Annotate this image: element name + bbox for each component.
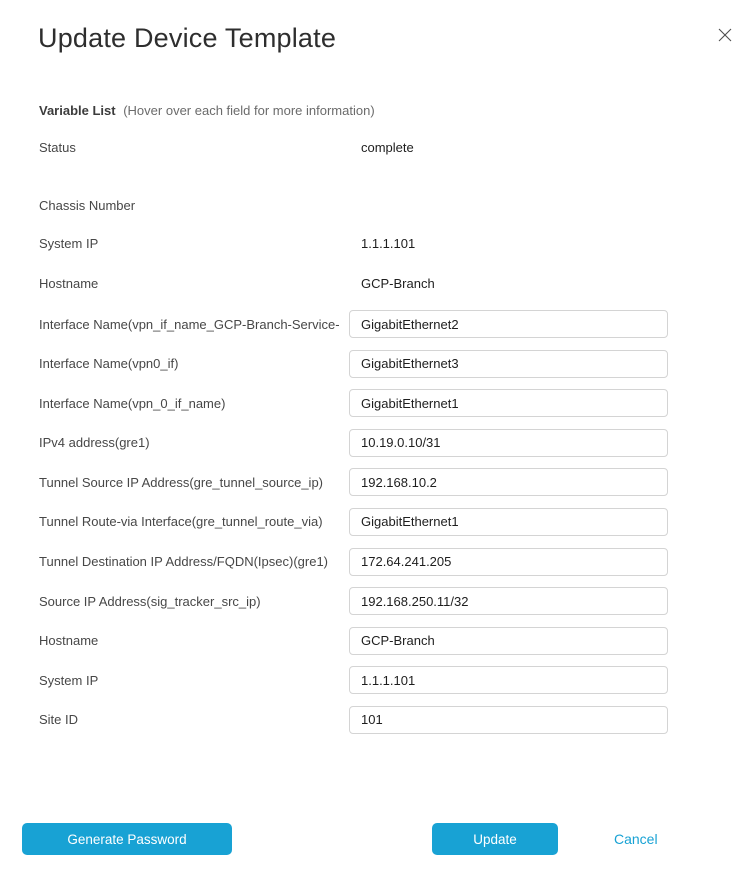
variable-label: Source IP Address(sig_tracker_src_ip)	[39, 593, 261, 609]
x-close-glyph	[718, 28, 732, 42]
variable-value: 1.1.1.101	[361, 236, 416, 251]
variable-list-header	[39, 103, 752, 119]
variable-list-hint: (Hover over each field for more information)	[123, 103, 375, 118]
variable-label: Tunnel Source IP Address(gre_tunnel_source_ip)	[39, 474, 324, 490]
variable-label: Hostname	[39, 276, 99, 291]
variable-row-input	[39, 389, 752, 417]
variable-list-title: Variable List	[39, 103, 116, 118]
close-icon[interactable]	[717, 27, 733, 43]
variable-input[interactable]	[349, 468, 668, 496]
variable-input[interactable]	[349, 508, 668, 536]
variable-row-input	[39, 429, 752, 457]
variable-label: Interface Name(vpn_0_if_name)	[39, 395, 226, 411]
variable-input[interactable]	[349, 666, 668, 694]
variable-row-input	[39, 350, 752, 378]
variable-value: GCP-Branch	[361, 276, 435, 291]
variable-row-input	[39, 587, 752, 615]
variable-label: IPv4 address(gre1)	[39, 435, 150, 451]
variable-row-input	[39, 627, 752, 655]
variable-row-input	[39, 548, 752, 576]
variable-input[interactable]	[349, 587, 668, 615]
variable-input[interactable]	[349, 350, 668, 378]
variable-row-static	[39, 236, 752, 251]
variable-input[interactable]	[349, 548, 668, 576]
variable-label: Tunnel Route-via Interface(gre_tunnel_route_via)	[39, 514, 323, 530]
variable-label: Chassis Number	[39, 198, 136, 213]
input-rows-container	[39, 310, 752, 734]
variable-row-input	[39, 508, 752, 536]
variable-input[interactable]	[349, 389, 668, 417]
variable-row-static	[39, 198, 752, 213]
variable-label: Status	[39, 140, 76, 155]
static-rows-container	[39, 140, 752, 291]
variable-label: Tunnel Destination IP Address/FQDN(Ipsec)(gre1)	[39, 554, 329, 570]
variable-row-input	[39, 706, 752, 734]
variable-label: Hostname	[39, 633, 99, 649]
variable-input[interactable]	[349, 627, 668, 655]
variable-label: System IP	[39, 672, 99, 688]
variable-value: complete	[361, 140, 414, 155]
variable-input[interactable]	[349, 706, 668, 734]
update-button[interactable]: Update	[432, 823, 558, 855]
variable-row-input	[39, 468, 752, 496]
generate-password-button[interactable]: Generate Password	[22, 823, 232, 855]
variable-input[interactable]	[349, 310, 668, 338]
dialog-footer	[0, 823, 752, 855]
variable-label: System IP	[39, 236, 99, 251]
variable-row-input	[39, 310, 752, 338]
variable-row-static	[39, 140, 752, 155]
cancel-button[interactable]: Cancel	[614, 831, 658, 847]
variable-row-input	[39, 666, 752, 694]
variable-label: Interface Name(vpn_if_name_GCP-Branch-Service-	[39, 316, 340, 332]
variable-row-static	[39, 276, 752, 291]
variable-input[interactable]	[349, 429, 668, 457]
page-title: Update Device Template	[38, 23, 337, 53]
variable-label: Site ID	[39, 712, 79, 728]
update-device-template-dialog	[0, 22, 752, 887]
variable-label: Interface Name(vpn0_if)	[39, 356, 179, 372]
